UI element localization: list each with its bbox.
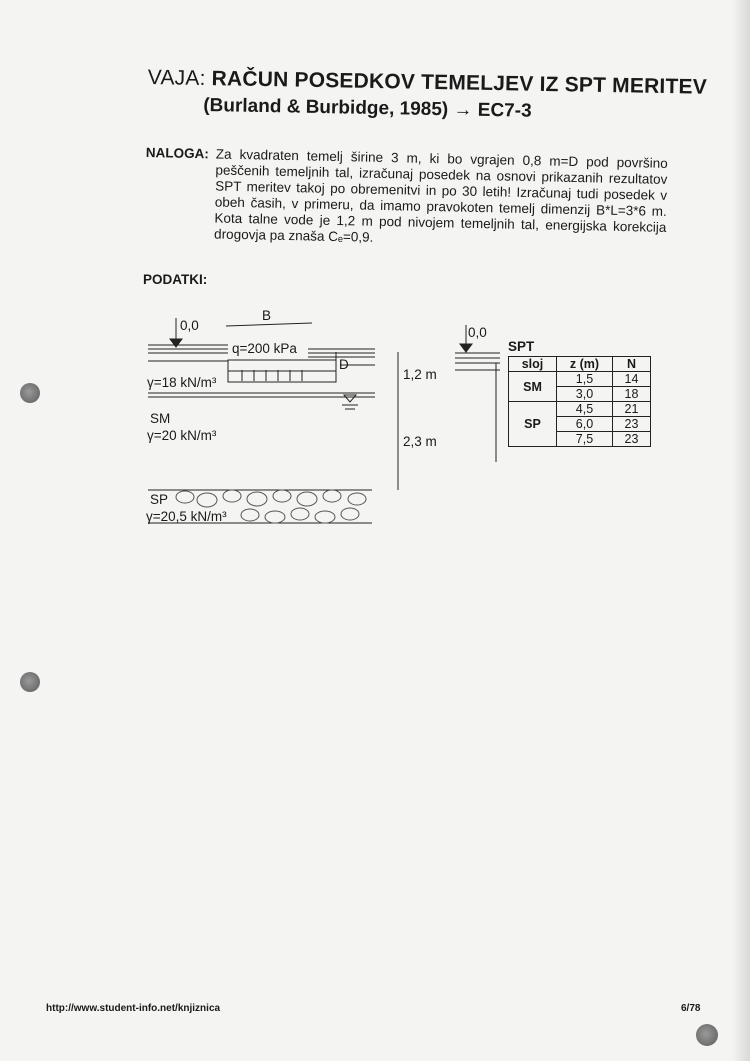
footer-url: http://www.student-info.net/knjiznica <box>46 1003 221 1014</box>
load-arrows <box>242 370 302 381</box>
spt-z: 4,5 <box>557 402 613 417</box>
width-label: B <box>262 308 272 323</box>
spt-table <box>508 356 651 447</box>
spt-header-z: z (m) <box>557 357 613 372</box>
spt-n: 14 <box>613 372 651 387</box>
task-label: NALOGA: <box>145 145 209 162</box>
level-marker-right-triangle <box>460 344 472 352</box>
layer1-unit-weight: γ=18 kN/m³ <box>147 375 217 390</box>
level-left-label: 0,0 <box>180 318 199 333</box>
depth-dimension-1: 1,2 m <box>403 367 437 382</box>
task-text: Za kvadraten temelj širine 3 m, ki bo vgrajen 0,8 m=D pod površino peščenih temeljnih tal, izračunaj posedek na osnovi prikazanih rezultatov SPT meritev takoj po obremenitvi in po 30 letih! Izračunaj tudi posedek v obeh časih, v primeru, da imamo pravokoten temelj dimenzij B*L=3*6 m. Kota talne vode je 1,2 m pod nivojem temeljnih tal, energijska korekcija drogovja pa znaša Cₑ=0,9. <box>213 146 668 245</box>
spt-header-sloj: sloj <box>509 357 557 372</box>
spt-title: SPT <box>508 339 535 354</box>
table-row <box>509 402 651 417</box>
layer3-unit-weight: γ=20,5 kN/m³ <box>146 509 227 524</box>
spt-n: 23 <box>613 432 651 447</box>
spt-z: 7,5 <box>557 432 613 447</box>
depth-label: D <box>339 357 349 372</box>
water-table-marker <box>344 395 356 402</box>
spt-layer-sp: SP <box>509 402 557 447</box>
spt-n: 23 <box>613 417 651 432</box>
spt-z: 6,0 <box>557 417 613 432</box>
spt-n: 21 <box>613 402 651 417</box>
table-row <box>509 372 651 387</box>
spt-z: 3,0 <box>557 387 613 402</box>
spt-z: 1,5 <box>557 372 613 387</box>
data-label: PODATKI: <box>143 272 208 287</box>
title-prefix: VAJA: <box>147 66 206 91</box>
spt-layer-sm: SM <box>509 372 557 402</box>
layer3-name: SP <box>150 492 169 507</box>
load-label: q=200 kPa <box>232 341 297 356</box>
spt-header-row <box>509 357 651 372</box>
depth-dimension-2: 2,3 m <box>403 434 437 449</box>
level-right-label: 0,0 <box>468 325 487 340</box>
spt-header-n: N <box>613 357 651 372</box>
page-number: 6/78 <box>681 1003 701 1014</box>
layer2-name: SM <box>150 411 171 426</box>
title-main: RAČUN POSEDKOV TEMELJEV IZ SPT MERITEV <box>211 67 708 99</box>
level-marker-left-triangle <box>170 339 182 347</box>
title-subtitle: (Burland & Burbidge, 1985) → EC7-3 <box>203 94 532 122</box>
spt-n: 18 <box>613 387 651 402</box>
layer2-unit-weight: γ=20 kN/m³ <box>147 428 217 443</box>
width-dimension-line <box>226 323 312 326</box>
